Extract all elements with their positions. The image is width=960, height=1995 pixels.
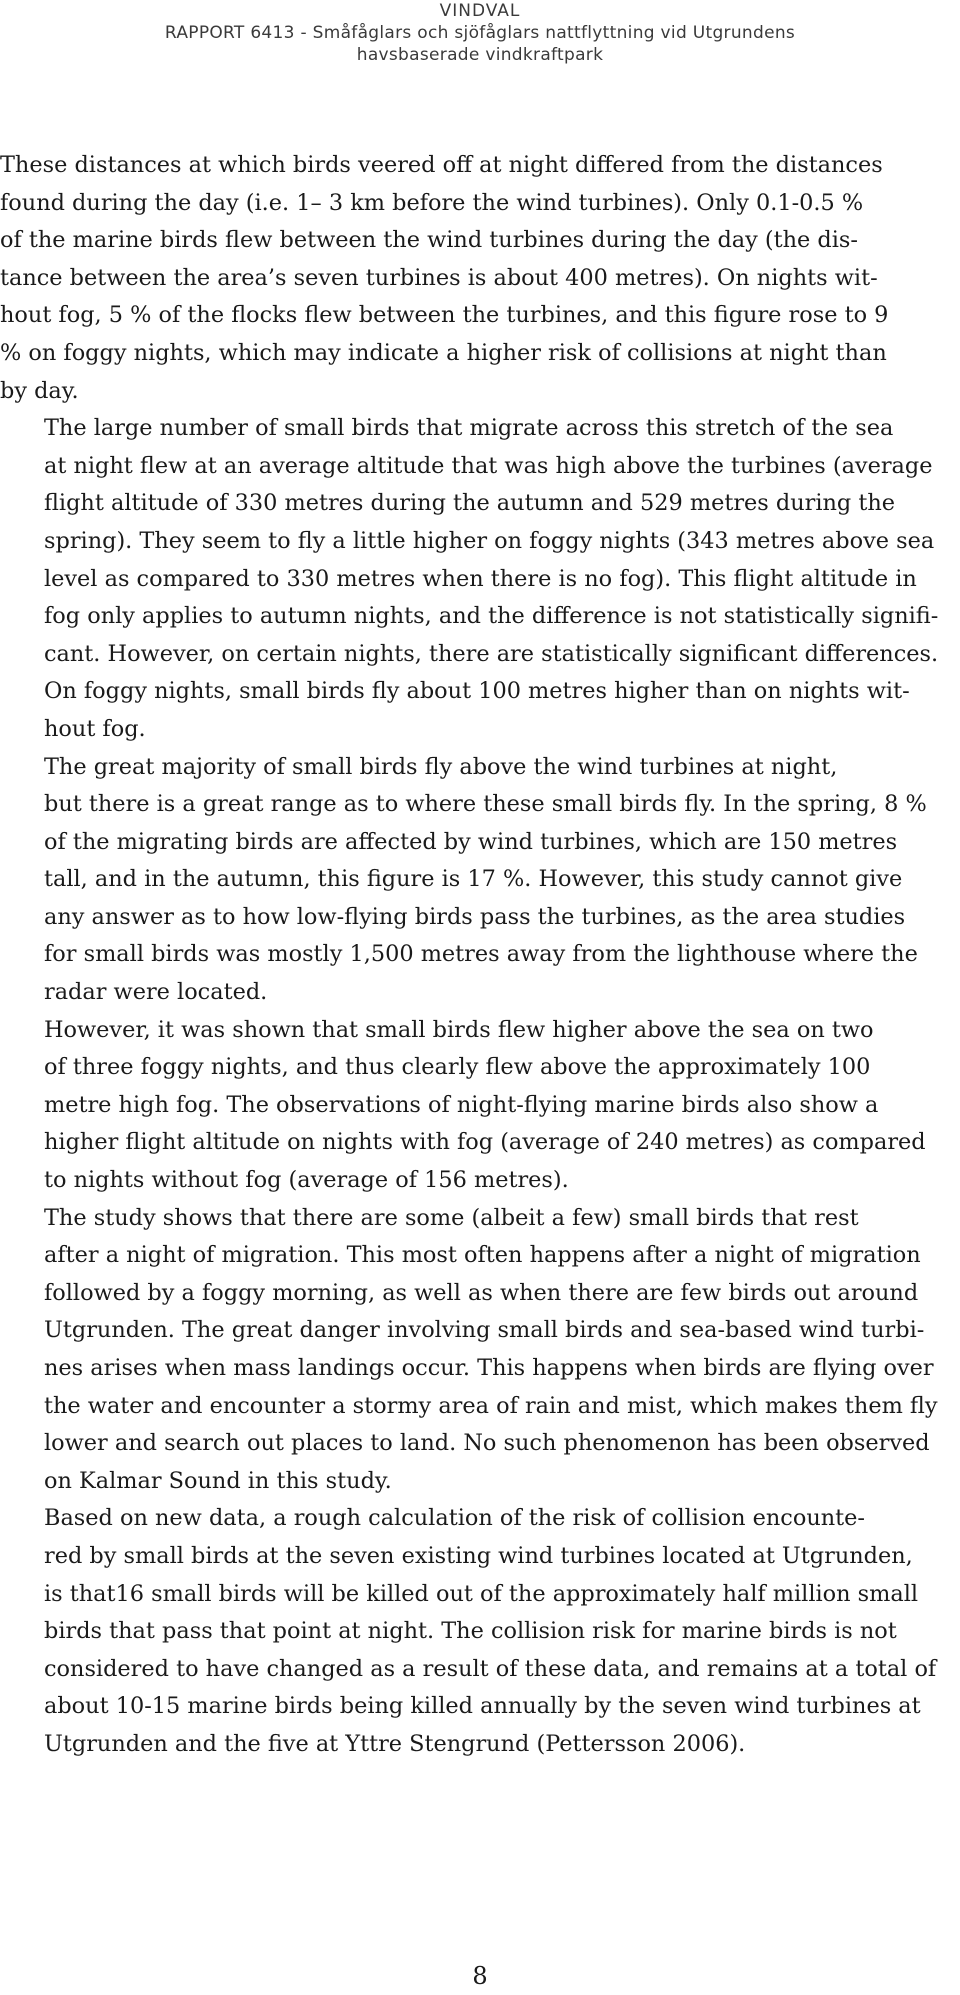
text-line: hout fog. [44, 715, 146, 742]
text-line: hout fog, 5 % of the flocks flew between the turbines, and this figure rose to 9 [0, 302, 889, 329]
text-line: tall, and in the autumn, this figure is 17 %. However, this study cannot give [44, 866, 903, 893]
text-line: of three foggy nights, and thus clearly flew above the approximately 100 [44, 1054, 871, 1081]
text-line: Based on new data, a rough calculation of the risk of collision encounte- [44, 1505, 865, 1532]
body-text [0, 147, 960, 1764]
report-title-line-1: RAPPORT 6413 - Småfåglars och sjöfåglars nattflyttning vid Utgrundens [164, 23, 796, 43]
text-line: The large number of small birds that migrate across this stretch of the sea [44, 415, 894, 442]
text-line: fog only applies to autumn nights, and the difference is not statistically signifi- [44, 603, 939, 630]
text-line: is that16 small birds will be killed out of the approximately half million small [44, 1580, 919, 1607]
paragraph-1 [0, 147, 960, 410]
text-line: at night flew at an average altitude that was high above the turbines (average [44, 452, 933, 479]
text-line: by day. [0, 377, 79, 404]
text-line: red by small birds at the seven existing wind turbines located at Utgrunden, [44, 1542, 913, 1569]
text-line: found during the day (i.e. 1– 3 km before the wind turbines). Only 0.1-0.5 % [0, 189, 864, 216]
text-line: lower and search out places to land. No such phenomenon has been observed [44, 1430, 930, 1457]
text-line: On foggy nights, small birds fly about 100 metres higher than on nights wit- [44, 678, 910, 705]
text-line: for small birds was mostly 1,500 metres away from the lighthouse where the [44, 941, 918, 968]
paragraph-4 [0, 1012, 960, 1200]
page-number: 8 [472, 1962, 488, 1990]
text-line: metre high fog. The observations of night-flying marine birds also show a [44, 1091, 879, 1118]
text-line: the water and encounter a stormy area of rain and mist, which makes them fly [44, 1392, 938, 1419]
text-line: The great majority of small birds fly above the wind turbines at night, [44, 753, 838, 780]
text-line: on Kalmar Sound in this study. [44, 1467, 392, 1494]
paragraph-2 [0, 410, 960, 748]
text-line: spring). They seem to fly a little higher on foggy nights (343 metres above sea [44, 527, 935, 554]
text-line: radar were located. [44, 979, 268, 1006]
running-header [0, 0, 960, 66]
report-title-line-2: havsbaserade vindkraftpark [356, 45, 604, 65]
text-line: of the marine birds flew between the wind turbines during the day (the dis- [0, 227, 858, 254]
text-line: about 10-15 marine birds being killed annually by the seven wind turbines at [44, 1693, 921, 1720]
text-line: of the migrating birds are affected by wind turbines, which are 150 metres [44, 828, 898, 855]
text-line: Utgrunden. The great danger involving small birds and sea-based wind turbi- [44, 1317, 925, 1344]
text-line: after a night of migration. This most often happens after a night of migration [44, 1242, 921, 1269]
text-line: The study shows that there are some (albeit a few) small birds that rest [44, 1204, 859, 1231]
text-line: However, it was shown that small birds flew higher above the sea on two [44, 1016, 874, 1043]
text-line: considered to have changed as a result of these data, and remains at a total of [44, 1655, 937, 1682]
text-line: Utgrunden and the five at Yttre Stengrund (Pettersson 2006). [44, 1730, 746, 1757]
series-title: VINDVAL [439, 1, 521, 21]
text-line: but there is a great range as to where these small birds fly. In the spring, 8 % [44, 791, 927, 818]
text-line: flight altitude of 330 metres during the autumn and 529 metres during the [44, 490, 896, 517]
text-line: to nights without fog (average of 156 metres). [44, 1167, 569, 1194]
paragraph-6 [0, 1500, 960, 1763]
text-line: level as compared to 330 metres when there is no fog). This flight altitude in [44, 565, 917, 592]
paragraph-5 [0, 1200, 960, 1501]
text-line: These distances at which birds veered off at night differed from the distances [0, 152, 883, 178]
text-line: higher flight altitude on nights with fog (average of 240 metres) as compared [44, 1129, 926, 1156]
text-line: any answer as to how low-flying birds pass the turbines, as the area studies [44, 903, 906, 930]
text-line: followed by a foggy morning, as well as when there are few birds out around [44, 1279, 919, 1306]
text-line: nes arises when mass landings occur. This happens when birds are flying over [44, 1355, 934, 1381]
text-line: cant. However, on certain nights, there are statistically significant differences. [44, 640, 939, 667]
paragraph-3 [0, 749, 960, 1012]
text-line: birds that pass that point at night. The collision risk for marine birds is not [44, 1618, 897, 1645]
text-line: % on foggy nights, which may indicate a higher risk of collisions at night than [0, 339, 887, 366]
text-line: tance between the area’s seven turbines is about 400 metres). On nights wit- [0, 264, 878, 291]
